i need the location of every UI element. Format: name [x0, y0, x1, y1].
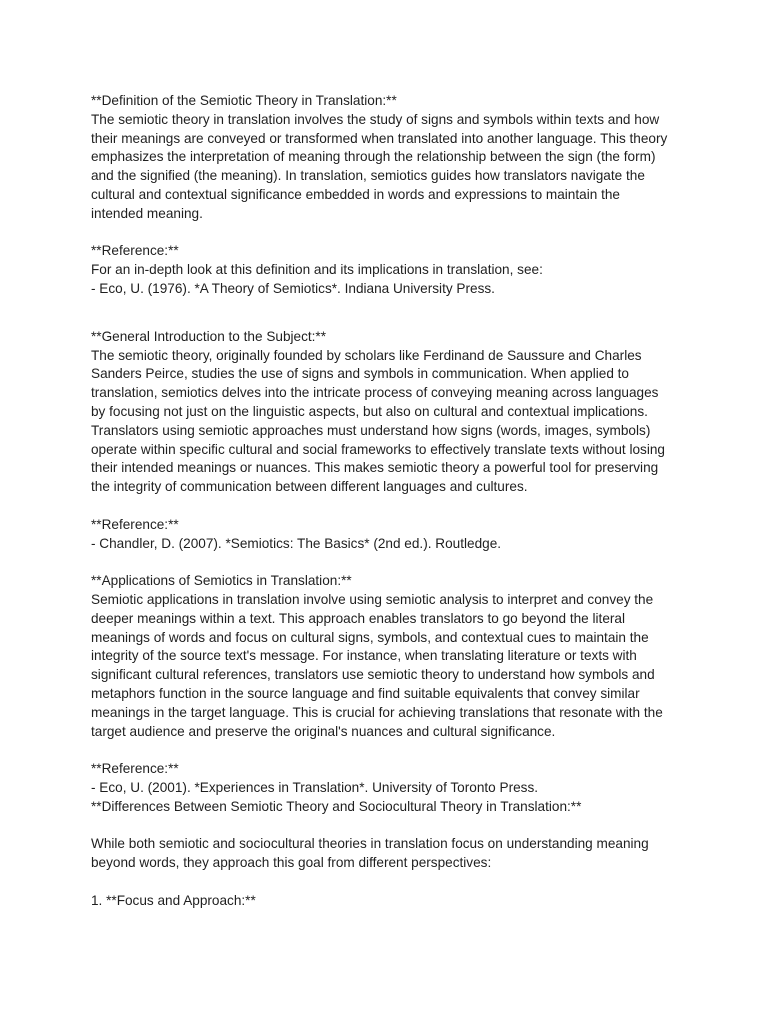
- spacer: [91, 873, 691, 892]
- paragraph-line: emphasizes the interpretation of meaning through the relationship between the sign (the form): [91, 149, 656, 165]
- reference-line: - Eco, U. (1976). *A Theory of Semiotics*. Indiana University Press.: [91, 280, 495, 296]
- paragraph-line: target audience and preserve the original's nuances and cultural significance.: [91, 723, 556, 739]
- paragraph-line: cultural and contextual significance embedded in words and expressions to maintain the: [91, 186, 620, 202]
- paragraph-line: meanings in the target language. This is crucial for achieving translations that resonate with the: [91, 704, 663, 720]
- spacer: [91, 816, 691, 835]
- spacer: [91, 497, 691, 516]
- paragraph-line: metaphors function in the source language and find suitable equivalents that convey similar: [91, 685, 640, 701]
- paragraph-line: the integrity of communication between different languages and cultures.: [91, 479, 528, 495]
- paragraph-line: translation, semiotics delves into the intricate process of conveying meaning across languages: [91, 385, 659, 401]
- section-heading-differences: **Differences Between Semiotic Theory and Sociocultural Theory in Translation:**: [91, 798, 582, 814]
- paragraph-line: their intended meanings or nuances. This makes semiotic theory a powerful tool for preserving: [91, 460, 659, 476]
- spacer: [91, 299, 691, 328]
- paragraph-line: meanings of words and focus on cultural signs, symbols, and contextual cues to maintain the: [91, 629, 649, 645]
- reference-heading: **Reference:**: [91, 761, 179, 777]
- section-heading-introduction: **General Introduction to the Subject:**: [91, 328, 327, 344]
- reference-line: For an in-depth look at this definition and its implications in translation, see:: [91, 262, 543, 278]
- spacer: [91, 553, 691, 572]
- paragraph-line: operate within specific cultural and social frameworks to effectively translate texts without losing: [91, 441, 665, 457]
- list-item: 1. **Focus and Approach:**: [91, 892, 256, 908]
- paragraph-line: Translators using semiotic approaches must understand how signs (words, images, symbols): [91, 422, 651, 438]
- reference-heading: **Reference:**: [91, 243, 179, 259]
- paragraph-line: and the signified (the meaning). In translation, semiotics guides how translators navigate the: [91, 168, 645, 184]
- reference-line: - Eco, U. (2001). *Experiences in Translation*. University of Toronto Press.: [91, 779, 539, 795]
- section-heading-applications: **Applications of Semiotics in Translation:**: [91, 573, 352, 589]
- paragraph-line: beyond words, they approach this goal from different perspectives:: [91, 855, 492, 871]
- paragraph-line: The semiotic theory, originally founded by scholars like Ferdinand de Saussure and Charles: [91, 347, 642, 363]
- paragraph-line: The semiotic theory in translation involves the study of signs and symbols within texts and how: [91, 111, 660, 127]
- spacer: [91, 741, 691, 760]
- section-heading-definition: **Definition of the Semiotic Theory in Translation:**: [91, 93, 397, 108]
- paragraph-line: their meanings are conveyed or transformed when translated into another language. This theory: [91, 130, 668, 146]
- paragraph-line: Sanders Peirce, studies the use of signs and symbols in communication. When applied to: [91, 366, 629, 382]
- reference-heading: **Reference:**: [91, 516, 179, 532]
- document-body: [91, 92, 691, 910]
- paragraph-line: integrity of the source text's message. For instance, when translating literature or texts with: [91, 648, 637, 664]
- paragraph-line: significant cultural references, translators use semiotic theory to understand how symbols and: [91, 667, 655, 683]
- paragraph-line: While both semiotic and sociocultural theories in translation focus on understanding meaning: [91, 836, 649, 852]
- paragraph-line: deeper meanings within a text. This approach enables translators to go beyond the literal: [91, 610, 626, 626]
- paragraph-line: by focusing not just on the linguistic aspects, but also on cultural and contextual implications.: [91, 403, 648, 419]
- reference-line: - Chandler, D. (2007). *Semiotics: The Basics* (2nd ed.). Routledge.: [91, 535, 502, 551]
- spacer: [91, 224, 691, 243]
- paragraph-line: intended meaning.: [91, 205, 203, 221]
- paragraph-line: Semiotic applications in translation involve using semiotic analysis to interpret and convey the: [91, 591, 654, 607]
